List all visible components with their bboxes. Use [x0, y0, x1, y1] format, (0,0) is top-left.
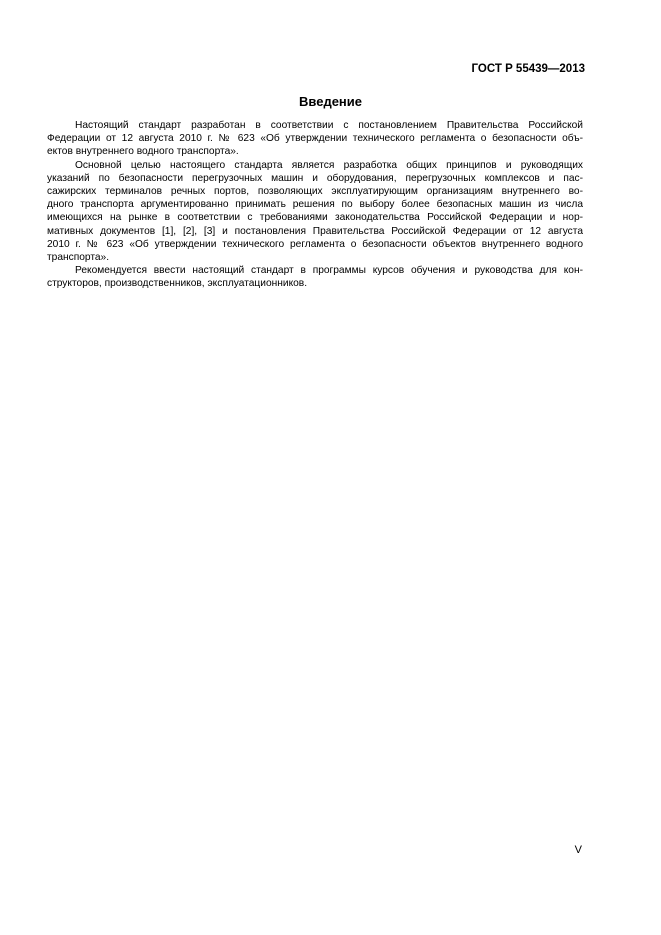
page-number: V — [574, 844, 582, 856]
paragraph-1-line: Настоящий стандарт разработан в соответствии с постановлением Правительства Российской — [75, 120, 583, 131]
paragraph-2-line: транспорта». — [47, 252, 110, 264]
section-title: Введение — [299, 94, 362, 109]
paragraph-2-line: мативных документов [1], [2], [3] и постановления Правительства Российской Федерации от 12 августа — [47, 225, 583, 237]
paragraph-2-line: указаний по безопасности перегрузочных машин и оборудования, перегрузочных комплексов и пас- — [47, 172, 583, 184]
paragraph-2-line: 2010 г. № 623 «Об утверждении технического регламента о безопасности объектов внутреннего водного — [47, 238, 583, 250]
paragraph-2-line: дного транспорта аргументированно принимать решения по выбору более безопасных машин из числа — [47, 199, 583, 211]
paragraph-3-line: структоров, производственников, эксплуатационников. — [47, 278, 308, 290]
paragraph-3-line: Рекомендуется ввести настоящий стандарт в программы курсов обучения и руководства для кон- — [75, 265, 583, 277]
body-text — [47, 119, 583, 291]
paragraph-2-line: сажирских терминалов речных портов, позволяющих эксплуатирующим организациям внутреннего во- — [47, 186, 583, 198]
document-code: ГОСТ Р 55439—2013 — [471, 63, 585, 75]
paragraph-2-line: Основной целью настоящего стандарта является разработка общих принципов и руководящих — [75, 159, 583, 171]
paragraph-1-line: Федерации от 12 августа 2010 г. № 623 «Об утверждении технического регламента о безопасности объ- — [47, 133, 583, 145]
paragraph-1-line: ектов внутреннего водного транспорта». — [47, 146, 239, 158]
paragraph-2-line: имеющихся на рынке в соответствии с требованиями законодательства Российской Федерации и нор- — [47, 212, 583, 224]
